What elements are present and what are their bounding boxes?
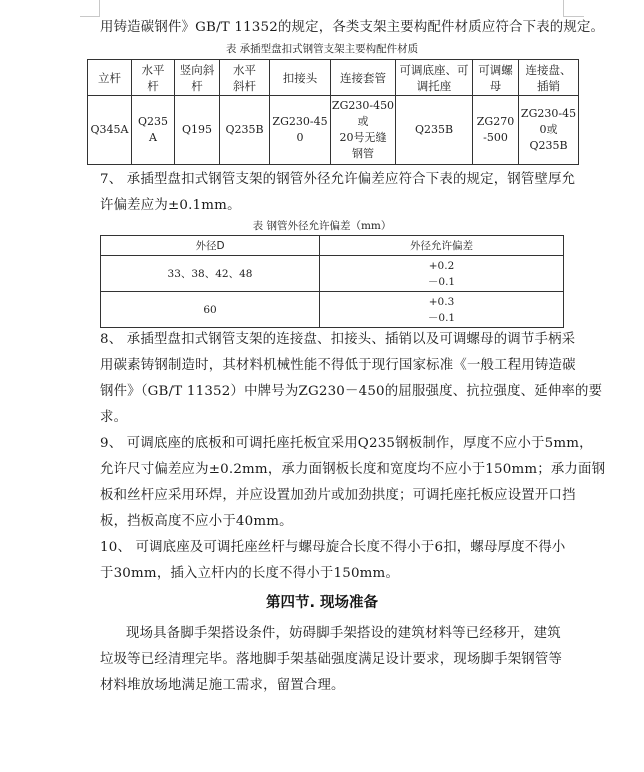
item8-line-2: 用碳素铸钢制造时，其材料机械性能不得低于现行国家标准《一般工程用铸造碳: [100, 358, 576, 373]
cell-text-line: ZG230-45: [520, 107, 577, 120]
materials-table-header-row: [88, 60, 579, 96]
table-cell: [220, 96, 270, 165]
cell-text-line: ZG270: [476, 115, 515, 128]
header-cell: [331, 60, 396, 96]
table-row: [101, 256, 564, 292]
table1-caption: 表 承插型盘扣式钢管支架主要构配件材质: [225, 43, 419, 55]
table-cell: [132, 96, 175, 165]
diameter-cell: 33、38、42、48: [101, 256, 320, 292]
tolerance-cell: [320, 256, 564, 292]
item9-line-3: 板和丝杆应采用环焊，并应设置加劲片或加劲拱度；可调托座托板应设置开口挡: [100, 488, 576, 503]
item8-line-3: 钢件》（GB/T 11352）中牌号为ZG230－450的屈服强度、抗拉强度、延伸率的要: [100, 384, 603, 399]
table2-caption: 表 钢管外径允许偏差（mm）: [252, 220, 392, 232]
section-para-line-2: 垃圾等已经清理完毕。落地脚手架基础强度满足设计要求，现场脚手架钢管等: [100, 652, 563, 667]
intro-line: 用铸造碳钢件》GB/T 11352的规定，各类支架主要构配件材质应符合下表的规定。: [100, 20, 605, 35]
cell-text-line: 杆: [147, 78, 159, 93]
cell-text-line: 调托座: [416, 78, 452, 93]
table-cell: [331, 96, 396, 165]
header-tolerance: 外径允许偏差: [320, 236, 564, 256]
section-para-line-3: 材料堆放场地满足施工需求，留置合理。: [100, 678, 345, 693]
tolerance-table-header-row: [101, 236, 564, 256]
cell-text-line: 连接盘、: [525, 62, 572, 77]
table-cell: [473, 96, 519, 165]
materials-table: [87, 59, 579, 165]
cell-text-line: 插销: [537, 78, 560, 93]
item7-line-2: 许偏差应为±0.1mm。: [100, 198, 241, 213]
cell-text-line: 20号无缝: [339, 131, 387, 144]
item7-line-1: 7、 承插型盘扣式钢管支架的钢管外径允许偏差应符合下表的规定，钢管壁厚允: [100, 172, 576, 187]
diameter-cell: 60: [101, 292, 320, 328]
cell-text-line: Q345A: [90, 123, 129, 136]
cell-text-line: 0: [296, 131, 304, 144]
header-cell: [270, 60, 331, 96]
header-diameter: 外径D: [101, 236, 320, 256]
table-cell: [175, 96, 220, 165]
table-row: [101, 292, 564, 328]
cell-text-line: Q235B: [529, 139, 568, 152]
cell-text-line: －0.1: [427, 311, 456, 324]
cell-text-line: A: [149, 131, 157, 144]
header-cell: [473, 60, 519, 96]
header-cell: [220, 60, 270, 96]
header-cell: [132, 60, 175, 96]
header-cell: [519, 60, 579, 96]
cell-text-line: 竖向斜: [179, 62, 215, 77]
item10-line-1: 10、 可调底座及可调托座丝杆与螺母旋合长度不得小于6扣，螺母厚度不得小: [100, 540, 566, 555]
item9-line-2: 允许尺寸偏差应为±0.2mm，承力面钢板长度和宽度均不应小于150mm；承力面钢: [100, 462, 606, 477]
section-heading: 第四节. 现场准备: [265, 595, 379, 611]
cell-text-line: 杆: [191, 78, 203, 93]
cell-text-line: -500: [483, 131, 508, 144]
item10-line-2: 于30mm，插入立杆内的长度不得小于150mm。: [100, 566, 400, 581]
cell-text-line: ZG230-450: [331, 99, 395, 112]
table-cell: [396, 96, 473, 165]
cell-text-line: Q235B: [414, 123, 454, 136]
table-cell: [519, 96, 579, 165]
table-cell: [270, 96, 331, 165]
cell-text-line: ZG230-45: [272, 115, 328, 128]
cell-text-line: 水平: [233, 62, 256, 77]
cell-text-line: 水平: [141, 62, 165, 77]
cell-text-line: 连接套管: [340, 70, 386, 85]
crop-mark-top-right: [563, 0, 584, 17]
header-cell: [175, 60, 220, 96]
tolerance-cell: [320, 292, 564, 328]
crop-mark-top-left: [80, 0, 100, 17]
item8-line-1: 8、 承插型盘扣式钢管支架的连接盘、扣接头、插销以及可调螺母的调节手柄采: [100, 332, 576, 347]
cell-text-line: 立杆: [98, 70, 121, 85]
cell-text-line: 0或: [539, 123, 558, 136]
header-cell: [396, 60, 473, 96]
diameter-tolerance-table: [100, 235, 564, 328]
cell-text-line: 可调底座、可: [399, 62, 469, 77]
cell-text-line: 或: [357, 115, 369, 128]
cell-text-line: Q235: [137, 115, 168, 128]
table-cell: [88, 96, 132, 165]
cell-text-line: +0.3: [428, 295, 455, 308]
item9-line-1: 9、 可调底座的底板和可调托座托板宜采用Q235钢板制作，厚度不应小于5mm，: [100, 436, 593, 451]
item8-line-4: 求。: [100, 410, 128, 425]
cell-text-line: Q235B: [225, 123, 264, 136]
cell-text-line: 可调螺: [478, 62, 513, 77]
cell-text-line: 扣接头: [282, 70, 318, 85]
table-row: [88, 96, 579, 165]
section-para-line-1: 现场具备脚手架搭设条件，妨碍脚手架搭设的建筑材料等已经移开，建筑: [126, 626, 561, 641]
cell-text-line: 母: [489, 78, 502, 93]
cell-text-line: 斜杆: [233, 78, 256, 93]
item9-line-4: 板，挡板高度不应小于40mm。: [100, 514, 293, 529]
cell-text-line: －0.1: [427, 275, 456, 288]
cell-text-line: +0.2: [428, 259, 455, 272]
header-cell: [88, 60, 132, 96]
cell-text-line: 钢管: [352, 147, 374, 160]
cell-text-line: Q195: [181, 123, 212, 136]
